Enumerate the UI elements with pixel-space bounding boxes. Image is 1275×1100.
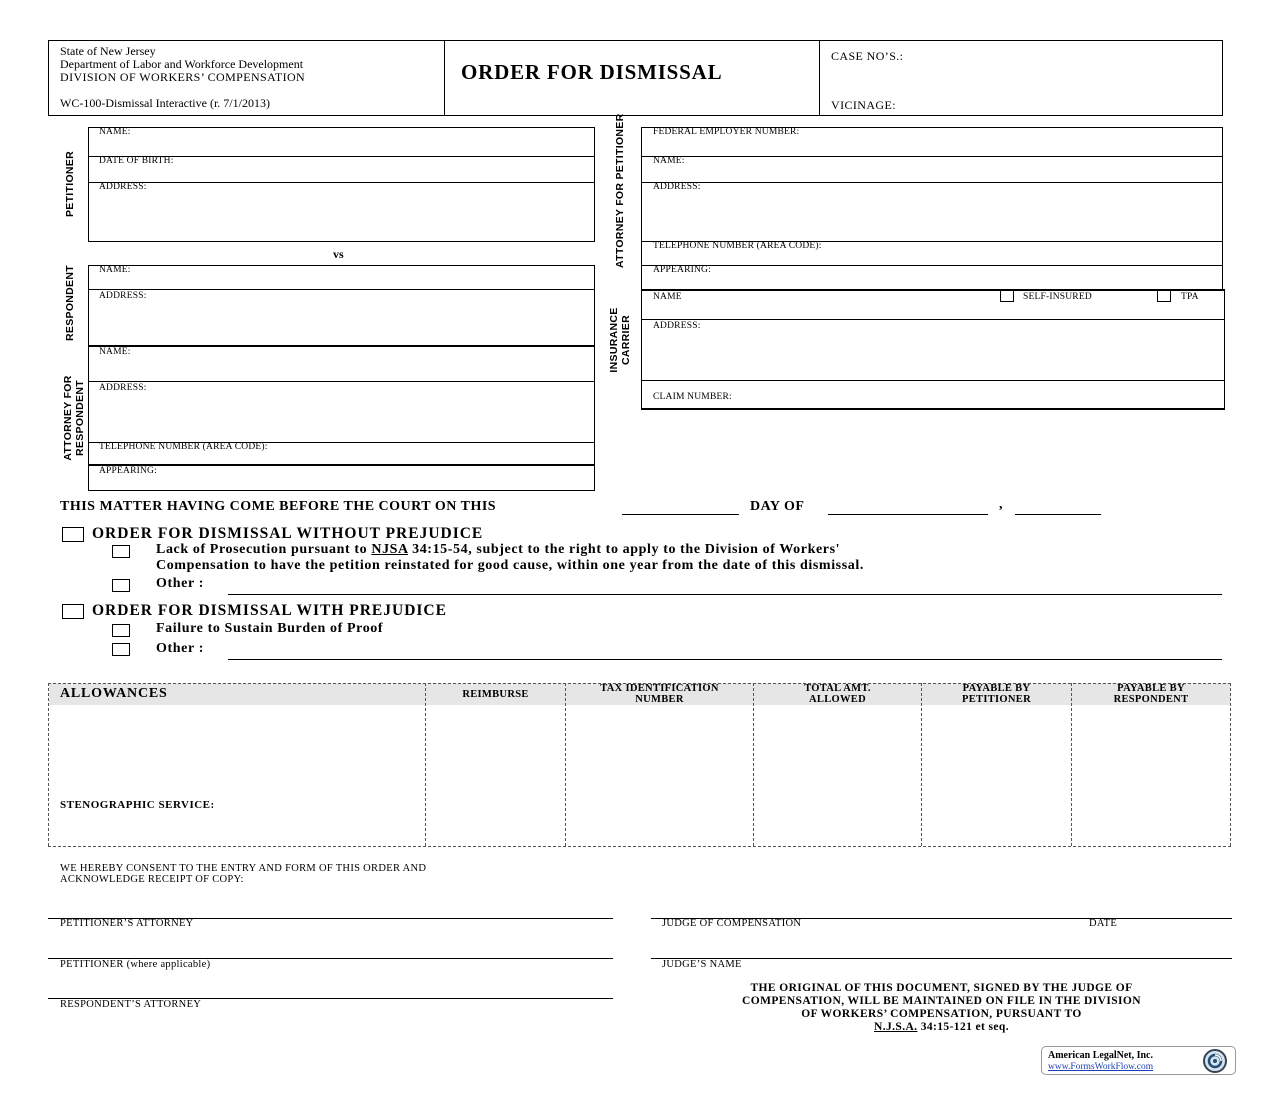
vs-label: vs — [333, 247, 344, 261]
attorney-respondent-side-label — [62, 363, 86, 473]
american-legalnet-badge[interactable] — [1041, 1046, 1236, 1075]
legalnet-logo-icon — [1200, 1048, 1230, 1074]
attorney-respondent-phone-field[interactable] — [320, 442, 594, 464]
lack-of-prosecution-checkbox[interactable] — [112, 545, 130, 558]
petitioner-attorney-signature-field[interactable] — [48, 896, 613, 918]
stenographic-service-label: STENOGRAPHIC SERVICE: — [60, 799, 215, 811]
attorney-petitioner-name-field[interactable] — [641, 167, 1223, 182]
attorney-petitioner-phone-label: TELEPHONE NUMBER (AREA CODE): — [653, 241, 822, 251]
petitioner-signature-field[interactable] — [48, 936, 613, 958]
attorney-petitioner-side-label: ATTORNEY FOR PETITIONER — [614, 113, 626, 268]
lack-of-prosecution-line2: Compensation to have the petition reinstated for good cause, within one year from the date of this dismissal. — [156, 558, 864, 573]
attorney-petitioner-address-label: ADDRESS: — [653, 182, 701, 192]
header-agency — [60, 45, 305, 84]
attorney-respondent-appearing-label: APPEARING: — [99, 466, 157, 476]
with-prejudice-other-colon: : — [198, 641, 205, 656]
matter-comma: , — [999, 497, 1003, 512]
notice-line3: OF WORKERS’ COMPENSATION, PURSUANT TO — [801, 1008, 1082, 1020]
col-tax-id-line2: NUMBER — [635, 694, 684, 705]
attorney-respondent-side-label-2: RESPONDENT — [74, 380, 86, 456]
original-notice — [651, 982, 1232, 1034]
attorney-respondent-phone-label: TELEPHONE NUMBER (AREA CODE): — [99, 442, 268, 452]
insurance-address-label: ADDRESS: — [653, 321, 701, 331]
attorney-petitioner-address-field[interactable] — [641, 194, 1223, 240]
vicinage-label: VICINAGE: — [831, 98, 896, 112]
insurance-name-field[interactable] — [700, 291, 990, 317]
without-prejudice-heading: ORDER FOR DISMISSAL WITHOUT PREJUDICE — [92, 525, 484, 542]
attorney-respondent-address-label: ADDRESS: — [99, 383, 147, 393]
respondent-address-field[interactable] — [88, 302, 595, 344]
insurance-side-label-2: CARRIER — [620, 315, 632, 365]
judge-date-field[interactable] — [1080, 896, 1230, 918]
petitioner-side-label: PETITIONER — [64, 151, 76, 218]
judge-name-label: JUDGE’S NAME — [662, 959, 742, 970]
col-tax-id-line1: TAX IDENTIFICATION — [600, 683, 719, 694]
insurance-side-label-1: INSURANCE — [608, 307, 620, 373]
attorney-petitioner-phone-field[interactable] — [870, 241, 1222, 264]
col-total-allowed — [754, 683, 921, 705]
col-pet-line1: PAYABLE BY — [962, 683, 1031, 694]
matter-prefix: THIS MATTER HAVING COME BEFORE THE COURT ON THIS — [60, 499, 497, 514]
consent-text — [60, 863, 426, 885]
attorney-respondent-address-field[interactable] — [88, 395, 595, 441]
allowances-entry-area[interactable] — [426, 706, 1230, 845]
self-insured-checkbox[interactable] — [1000, 290, 1014, 302]
respondent-name-label: NAME: — [99, 265, 131, 275]
respondent-address-label: ADDRESS: — [99, 291, 147, 301]
without-prejudice-checkbox[interactable] — [62, 527, 84, 542]
with-prejudice-other-field[interactable] — [228, 643, 1222, 659]
with-prejudice-other-label — [156, 641, 204, 657]
attorney-petitioner-name-label: NAME: — [653, 156, 685, 166]
case-no-field[interactable] — [930, 46, 1215, 64]
attorney-petitioner-appearing-field[interactable] — [730, 265, 1222, 289]
without-prejudice-other-colon: : — [198, 576, 205, 591]
matter-day-of: DAY OF — [750, 499, 805, 514]
col-resp-line1: PAYABLE BY — [1117, 683, 1185, 694]
fein-label: FEDERAL EMPLOYER NUMBER: — [653, 127, 800, 137]
col-pet-line2: PETITIONER — [962, 694, 1031, 705]
without-prejudice-other-label — [156, 576, 204, 592]
lack-of-prosecution-text — [156, 542, 840, 558]
consent-line2: ACKNOWLEDGE RECEIPT OF COPY: — [60, 874, 244, 885]
lack-of-prosecution-post: 34:15-54, subject to the right to apply to the Division of Workers' — [412, 542, 841, 557]
col-tax-id — [566, 683, 753, 705]
petitioner-attorney-signature-label: PETITIONER’S ATTORNEY — [60, 918, 194, 929]
notice-statute: N.J.S.A. — [874, 1021, 918, 1033]
respondent-attorney-signature-label: RESPONDENT’S ATTORNEY — [60, 999, 202, 1010]
njsa-reference: NJSA — [371, 542, 408, 557]
col-payable-respondent — [1072, 683, 1230, 705]
petitioner-address-field[interactable] — [88, 194, 595, 241]
attorney-petitioner-appearing-label: APPEARING: — [653, 265, 711, 275]
petitioner-dob-field[interactable] — [88, 167, 595, 182]
tpa-label: TPA — [1181, 292, 1199, 302]
attorney-respondent-name-field[interactable] — [88, 358, 595, 380]
tpa-checkbox[interactable] — [1157, 290, 1171, 302]
judge-signature-label: JUDGE OF COMPENSATION — [662, 918, 802, 929]
notice-line1: THE ORIGINAL OF THIS DOCUMENT, SIGNED BY THE JUDGE OF — [750, 982, 1133, 994]
lack-of-prosecution-pre: Lack of Prosecution pursuant to — [156, 542, 368, 557]
without-prejudice-other-field[interactable] — [228, 578, 1222, 594]
matter-day-field[interactable] — [622, 498, 739, 514]
without-prejudice-other-checkbox[interactable] — [112, 579, 130, 592]
with-prejudice-checkbox[interactable] — [62, 604, 84, 619]
notice-statute-rest: 34:15-121 et seq. — [920, 1021, 1009, 1033]
respondent-name-field[interactable] — [88, 276, 595, 289]
col-total-line1: TOTAL AMT. — [804, 683, 871, 694]
with-prejudice-heading: ORDER FOR DISMISSAL WITH PREJUDICE — [92, 602, 447, 619]
page-title: ORDER FOR DISMISSAL — [461, 60, 723, 84]
petitioner-name-label: NAME: — [99, 127, 131, 137]
attorney-respondent-side-label-1: ATTORNEY FOR — [62, 375, 74, 461]
with-prejudice-other-text: Other — [156, 641, 195, 656]
attorney-respondent-appearing-field[interactable] — [180, 466, 594, 490]
petitioner-dob-label: DATE OF BIRTH: — [99, 156, 174, 166]
attorney-respondent-name-label: NAME: — [99, 347, 131, 357]
fein-field[interactable] — [641, 138, 1223, 156]
state-name: State of New Jersey — [60, 44, 156, 58]
judge-signature-field[interactable] — [651, 896, 1071, 918]
col-payable-petitioner — [922, 683, 1071, 705]
insurance-address-field[interactable] — [641, 333, 1225, 379]
department-name: Department of Labor and Workforce Development — [60, 57, 304, 71]
respondent-attorney-signature-field[interactable] — [48, 976, 613, 998]
claim-number-label: CLAIM NUMBER: — [653, 392, 732, 402]
notice-line4 — [651, 1021, 1232, 1034]
date-label: DATE — [1089, 918, 1118, 929]
division-name: DIVISION OF WORKERS’ COMPENSATION — [60, 70, 306, 84]
consent-line1: WE HEREBY CONSENT TO THE ENTRY AND FORM OF THIS ORDER AND — [60, 863, 427, 874]
burden-of-proof-checkbox[interactable] — [112, 624, 130, 637]
respondent-side-label: RESPONDENT — [64, 265, 76, 341]
company-name: American LegalNet, Inc. — [1048, 1050, 1153, 1061]
company-url[interactable]: www.FormsWorkFlow.com — [1048, 1062, 1154, 1072]
petitioner-name-field[interactable] — [88, 138, 595, 156]
col-total-line2: ALLOWED — [809, 694, 866, 705]
petitioner-address-label: ADDRESS: — [99, 182, 147, 192]
vicinage-field[interactable] — [920, 95, 1215, 113]
notice-line2: COMPENSATION, WILL BE MAINTAINED ON FILE IN THE DIVISION — [742, 995, 1141, 1007]
without-prejudice-other-text: Other — [156, 576, 195, 591]
col-resp-line2: RESPONDENT — [1113, 694, 1189, 705]
col-reimburse: REIMBURSE — [462, 689, 529, 700]
matter-year-field[interactable] — [1015, 498, 1101, 514]
claim-number-field[interactable] — [760, 382, 1224, 408]
form-id: WC-100-Dismissal Interactive (r. 7/1/2013) — [60, 96, 270, 110]
insurance-name-label: NAME — [653, 292, 682, 302]
burden-of-proof-text: Failure to Sustain Burden of Proof — [156, 621, 384, 636]
case-no-label: CASE NO’S.: — [831, 49, 904, 63]
judge-name-field[interactable] — [651, 936, 1231, 958]
allowances-heading: ALLOWANCES — [60, 686, 168, 701]
matter-month-field[interactable] — [828, 498, 988, 514]
insurance-side-label — [608, 295, 632, 385]
self-insured-label: SELF-INSURED — [1023, 292, 1092, 302]
with-prejudice-other-checkbox[interactable] — [112, 643, 130, 656]
petitioner-signature-label: PETITIONER (where applicable) — [60, 959, 211, 970]
